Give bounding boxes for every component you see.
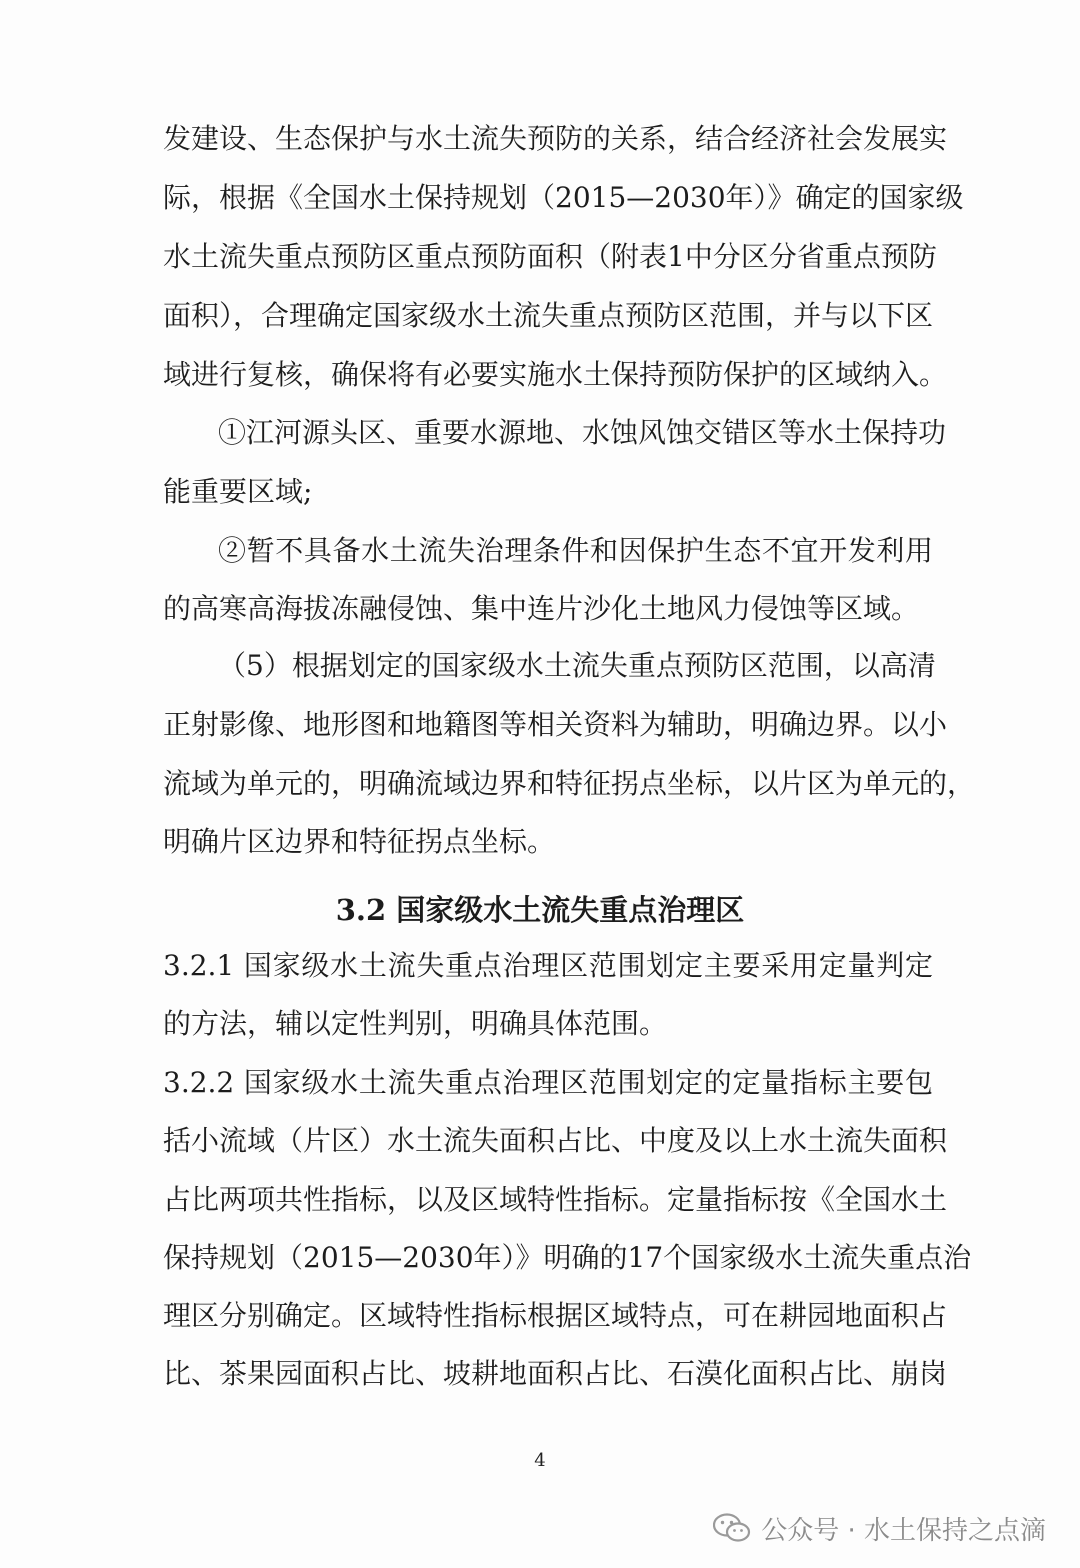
clause-line: 理区分别确定。区域特性指标根据区域特点，可在耕园地面积占 — [163, 1299, 948, 1332]
paragraph-line: 面积），合理确定国家级水土流失重点预防区范围，并与以下区 — [163, 299, 934, 332]
clause-line: 3.2.1 国家级水土流失重点治理区范围划定主要采用定量判定 — [163, 949, 933, 982]
list-item-line: ①江河源头区、重要水源地、水蚀风蚀交错区等水土保持功 — [218, 416, 947, 449]
paragraph-line: 域进行复核，确保将有必要实施水土保持预防保护的区域纳入。 — [163, 358, 948, 391]
list-item-line: 能重要区域; — [163, 475, 313, 508]
section-heading: 3.2 国家级水土流失重点治理区 — [335, 893, 745, 927]
paragraph-line: 发建设、生态保护与水土流失预防的关系，结合经济社会发展实 — [163, 122, 948, 155]
paragraph-line: 正射影像、地形图和地籍图等相关资料为辅助，明确边界。以小 — [163, 708, 948, 741]
watermark-text: 公众号 · 水土保持之点滴 — [761, 1515, 1046, 1546]
list-item-line: 的高寒高海拔冻融侵蚀、集中连片沙化土地风力侵蚀等区域。 — [163, 592, 920, 625]
page-number: 4 — [534, 1450, 546, 1471]
wechat-icon — [713, 1513, 751, 1543]
clause-line: 的方法，辅以定性判别，明确具体范围。 — [163, 1007, 668, 1040]
list-item-line: ②暂不具备水土流失治理条件和因保护生态不宜开发利用 — [218, 534, 933, 567]
clause-line: 保持规划（2015—2030年）》明确的17个国家级水土流失重点治 — [163, 1241, 972, 1274]
paragraph-line: 际，根据《全国水土保持规划（2015—2030年）》确定的国家级 — [163, 181, 964, 214]
watermark — [713, 1508, 1046, 1548]
paragraph-line: （5）根据划定的国家级水土流失重点预防区范围，以高清 — [218, 649, 936, 682]
paragraph-line: 流域为单元的，明确流域边界和特征拐点坐标，以片区为单元的， — [163, 767, 976, 800]
paragraph-line: 明确片区边界和特征拐点坐标。 — [163, 825, 556, 858]
paragraph-line: 水土流失重点预防区重点预防面积（附表1中分区分省重点预防 — [163, 240, 937, 273]
clause-line: 比、茶果园面积占比、坡耕地面积占比、石漠化面积占比、崩岗 — [163, 1357, 948, 1390]
clause-line: 括小流域（片区）水土流失面积占比、中度及以上水土流失面积 — [163, 1124, 948, 1157]
clause-line: 占比两项共性指标，以及区域特性指标。定量指标按《全国水土 — [163, 1183, 948, 1216]
clause-line: 3.2.2 国家级水土流失重点治理区范围划定的定量指标主要包 — [163, 1066, 933, 1099]
